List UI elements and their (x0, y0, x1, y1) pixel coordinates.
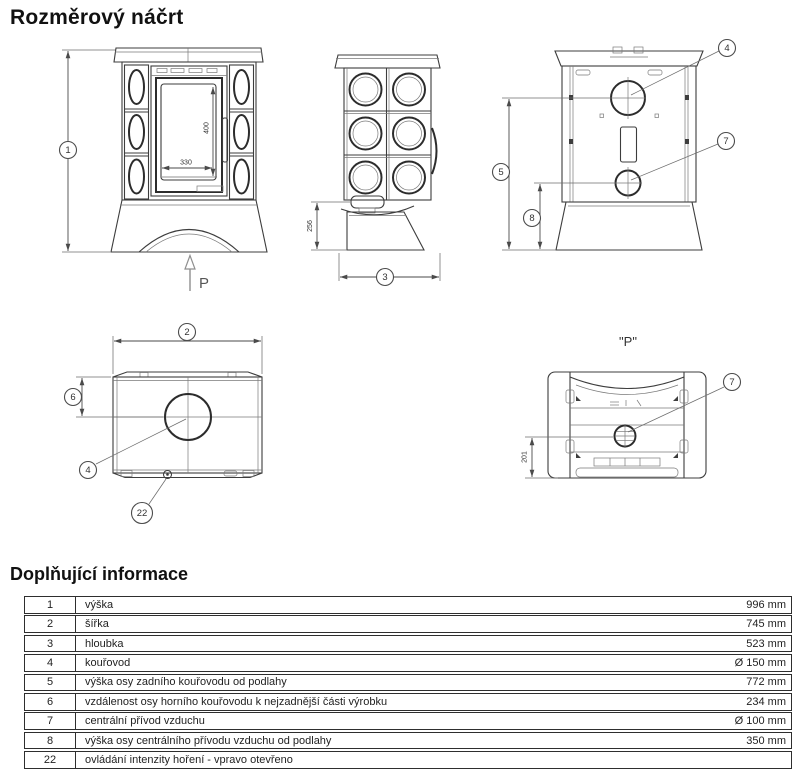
svg-text:22: 22 (136, 508, 148, 519)
side-view-drawing (307, 55, 440, 286)
row-value: 350 mm (746, 734, 786, 747)
row-number: 22 (25, 752, 76, 768)
svg-text:7: 7 (729, 377, 735, 388)
bottom-view-title: "P" (619, 334, 637, 349)
bottom-view-drawing (522, 334, 741, 478)
row-description: výška osy centrálního přívodu vzduchu od podlahy (85, 734, 332, 747)
svg-text:4: 4 (85, 465, 91, 476)
rear-view-drawing (493, 40, 736, 251)
row-number: 6 (25, 694, 76, 710)
callout-rear-air-height (524, 210, 541, 227)
row-value: 234 mm (746, 695, 786, 708)
nameplate (197, 186, 223, 192)
svg-text:1: 1 (65, 145, 71, 156)
row-description: kouřovod (85, 656, 131, 669)
row-description: centrální přívod vzduchu (85, 715, 205, 728)
row-value: 772 mm (746, 676, 786, 689)
row-number: 3 (25, 636, 76, 652)
callout-front-height (60, 142, 77, 159)
table-row (24, 596, 792, 614)
table-row (24, 712, 792, 730)
row-value: Ø 100 mm (734, 715, 786, 728)
page-title: Rozměrový náčrt (10, 6, 184, 29)
callout-top-flue (80, 462, 97, 479)
side-handle (432, 128, 437, 174)
callout-side-depth (377, 269, 394, 286)
row-description: ovládání intenzity hoření - vpravo otevřeno (85, 753, 293, 766)
row-description: výška osy zadního kouřovodu od podlahy (85, 676, 287, 689)
callout-top-flue-distance (65, 389, 82, 406)
direction-label: P (199, 275, 210, 292)
svg-text:8: 8 (529, 213, 535, 224)
svg-text:5: 5 (498, 167, 504, 178)
front-view-drawing (60, 48, 268, 292)
svg-text:7: 7 (723, 136, 729, 147)
row-number: 5 (25, 675, 76, 691)
info-section-title: Doplňující informace (10, 564, 189, 584)
row-description: výška (85, 598, 114, 611)
row-number: 8 (25, 733, 76, 749)
row-value: 745 mm (746, 618, 786, 631)
table-row (24, 654, 792, 672)
row-description: šířka (85, 618, 109, 631)
rear-slot (621, 127, 637, 162)
dim-mech-height: 256 (307, 220, 314, 232)
dim-door-height: 400 (203, 122, 211, 134)
svg-text:3: 3 (382, 272, 388, 283)
table-row (24, 732, 792, 750)
row-description: vzdálenost osy horního kouřovodu k nejzadnější části výrobku (85, 695, 388, 708)
table-row (24, 751, 792, 769)
table-row (24, 674, 792, 692)
callout-rear-flue (719, 40, 736, 57)
svg-text:4: 4 (724, 43, 730, 54)
dim-air-distance: 201 (521, 451, 529, 463)
door-grille (151, 69, 227, 76)
row-value: Ø 150 mm (734, 656, 786, 669)
callout-top-width (179, 324, 196, 341)
row-number: 4 (25, 655, 76, 671)
table-row (24, 635, 792, 653)
direction-arrow-p (185, 256, 209, 293)
row-number: 1 (25, 597, 76, 613)
row-description: hloubka (85, 637, 124, 650)
row-value: 996 mm (746, 598, 786, 611)
table-row (24, 615, 792, 633)
svg-text:6: 6 (70, 392, 76, 403)
rear-flue-outlet (610, 77, 646, 119)
callout-rear-air-inlet (718, 133, 735, 150)
callout-bottom-air-inlet (724, 374, 741, 391)
row-value (678, 752, 791, 768)
rear-air-inlet (614, 167, 642, 199)
table-row (24, 693, 792, 711)
row-value: 523 mm (746, 637, 786, 650)
callout-top-control (132, 503, 153, 524)
info-table (24, 596, 792, 771)
callout-rear-flue-height (493, 164, 510, 181)
top-view-drawing (65, 324, 263, 524)
row-number: 7 (25, 713, 76, 729)
svg-text:2: 2 (184, 327, 190, 338)
row-number: 2 (25, 616, 76, 632)
bottom-air-inlet (615, 424, 636, 448)
dim-door-width: 330 (180, 159, 192, 167)
